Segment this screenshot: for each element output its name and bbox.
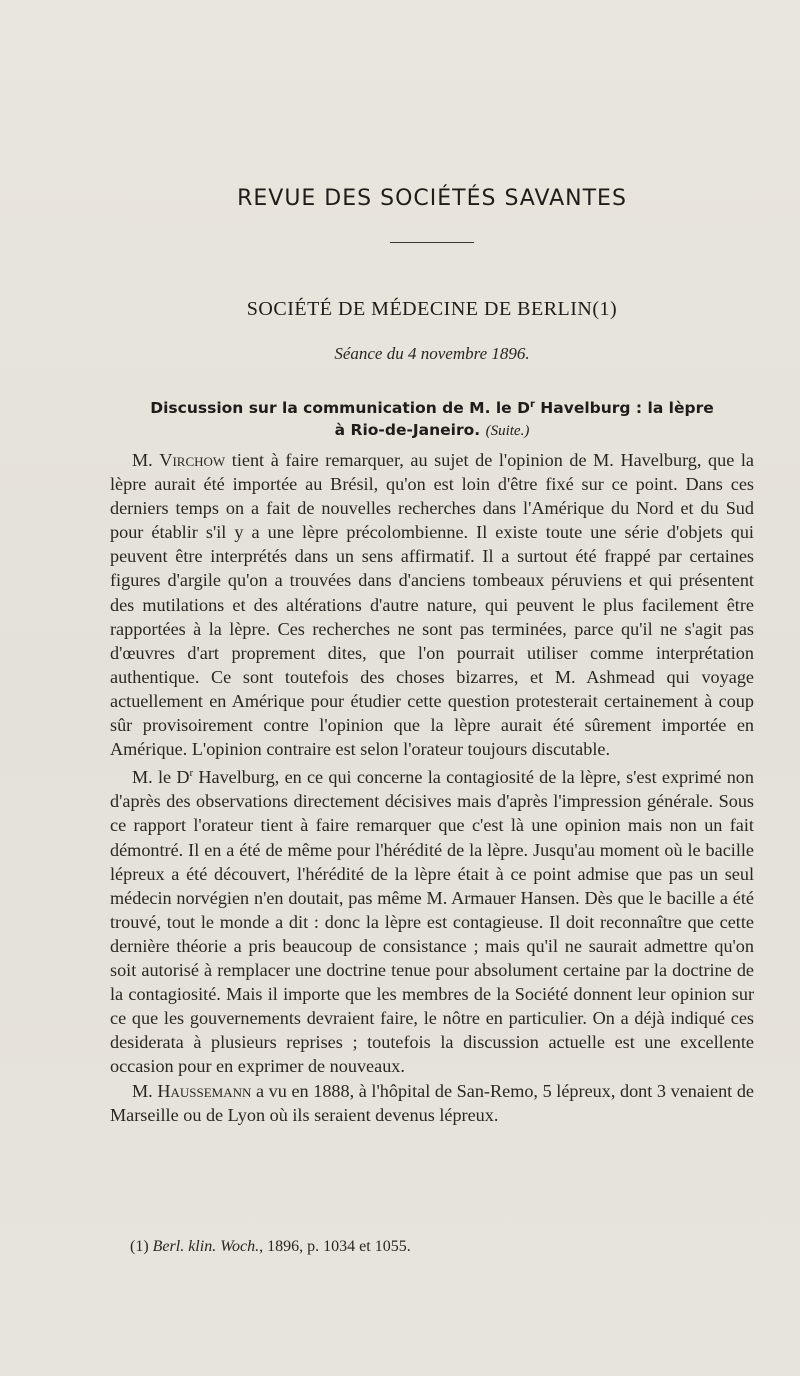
discussion-heading-line2: à Rio-de-Janeiro. (Suite.): [334, 421, 530, 440]
society-heading: [110, 298, 754, 321]
article-body: [110, 448, 754, 1127]
footnote: [130, 1238, 750, 1256]
discussion-heading-line1: Discussion sur la communication de M. le $D^r$ Havelburg : la lèpre: [150, 399, 714, 418]
paragraph-havelburg: M. le $D^r$ Havelburg, en ce qui concerne la contagiosité de la lèpre, s'est exprimé non d'après des observations directement décisives mais d'après l'impression générale. Sous ce rapport l'orateur tient à faire remarquer que c'est là une opinion mais non un fait démontré. Il en a été de même pour l'hérédité de la lèpre. Jusqu'au moment où le bacille lépreux a été découvert, l'hérédité de la lèpre était à ce point admise que pas un seul médecin norvégien n'en doutait, pas même M. Armauer Hansen. Dès que le bacille a été trouvé, tout le monde a dit : donc la lèpre est contagieuse. Il doit reconnaître que cette dernière théorie a pris beaucoup de consistance ; mais qu'il ne saurait admettre qu'on soit autorisé à remplacer une doctrine tenue pour absolument certaine par la doctrine de la contagiosité. Mais il importe que les membres de la Société donnent leur opinion sur ce que les gouvernements devraient faire, le nôtre en particulier. On a déjà indiqué ces desiderata à plusieurs reprises ; toutefois la discussion actuelle est une excellente occasion pour en exprimer de nouveaux.: [110, 767, 754, 1077]
footnote-journal: Berl. klin. Woch.: [152, 1238, 260, 1255]
session-date: Séance du 4 novembre 1896.: [334, 344, 530, 363]
suite-note: (Suite.): [485, 423, 530, 440]
discussion-heading: [110, 394, 754, 442]
speaker-name: Haussemann: [157, 1080, 252, 1101]
journal-section-title: REVUE DES SOCIÉTÉS SAVANTES: [237, 186, 627, 211]
paragraph-haussemann: M. Haussemann a vu en 1888, à l'hôpital de San-Remo, 5 lépreux, dont 3 venaient de Marseille ou de Lyon où ils seraient devenus lépreux.: [110, 1080, 754, 1125]
paragraph-virchow: M. Virchow tient à faire remarquer, au sujet de l'opinion de M. Havelburg, que la lèpre aurait été importée au Brésil, qu'on est loin d'être fixé sur ce point. Dans ces derniers temps on a fait de nouvelles recherches dans l'Amérique du Nord et du Sud pour établir s'il y a une lèpre précolombienne. Il existe toute une série d'objets qui peuvent être interprétés dans un sens affirmatif. Il a surtout été frappé par certaines figures d'argile qu'on a trouvées dans d'anciens tombeaux péruviens et qui présentent des mutilations et des altérations d'autre nature, qui peuvent le plus facilement être rapportées à la lèpre. Ces recherches ne sont pas terminées, parce qu'il ne s'agit pas d'œuvres d'art proprement dites, que l'on pourrait utiliser comme interprétation authentique. Ce sont toutefois des choses bizarres, et M. Ashmead qui voyage actuellement en Amérique pour étudier cette question protesterait certainement à coup sûr provisoirement contre l'opinion que la lèpre aurait été sûrement importée en Amérique. L'opinion contraire est selon l'orateur toujours discutable.: [110, 450, 755, 760]
society-footnote-marker: (1): [592, 298, 618, 320]
society-name: SOCIÉTÉ DE MÉDECINE DE BERLIN: [246, 298, 593, 320]
speaker-name: Virchow: [159, 450, 226, 470]
footnote-reference: , 1896, p. 1034 et 1055.: [259, 1238, 411, 1255]
footnote-marker: (1): [130, 1238, 149, 1255]
title-divider: [390, 242, 474, 243]
